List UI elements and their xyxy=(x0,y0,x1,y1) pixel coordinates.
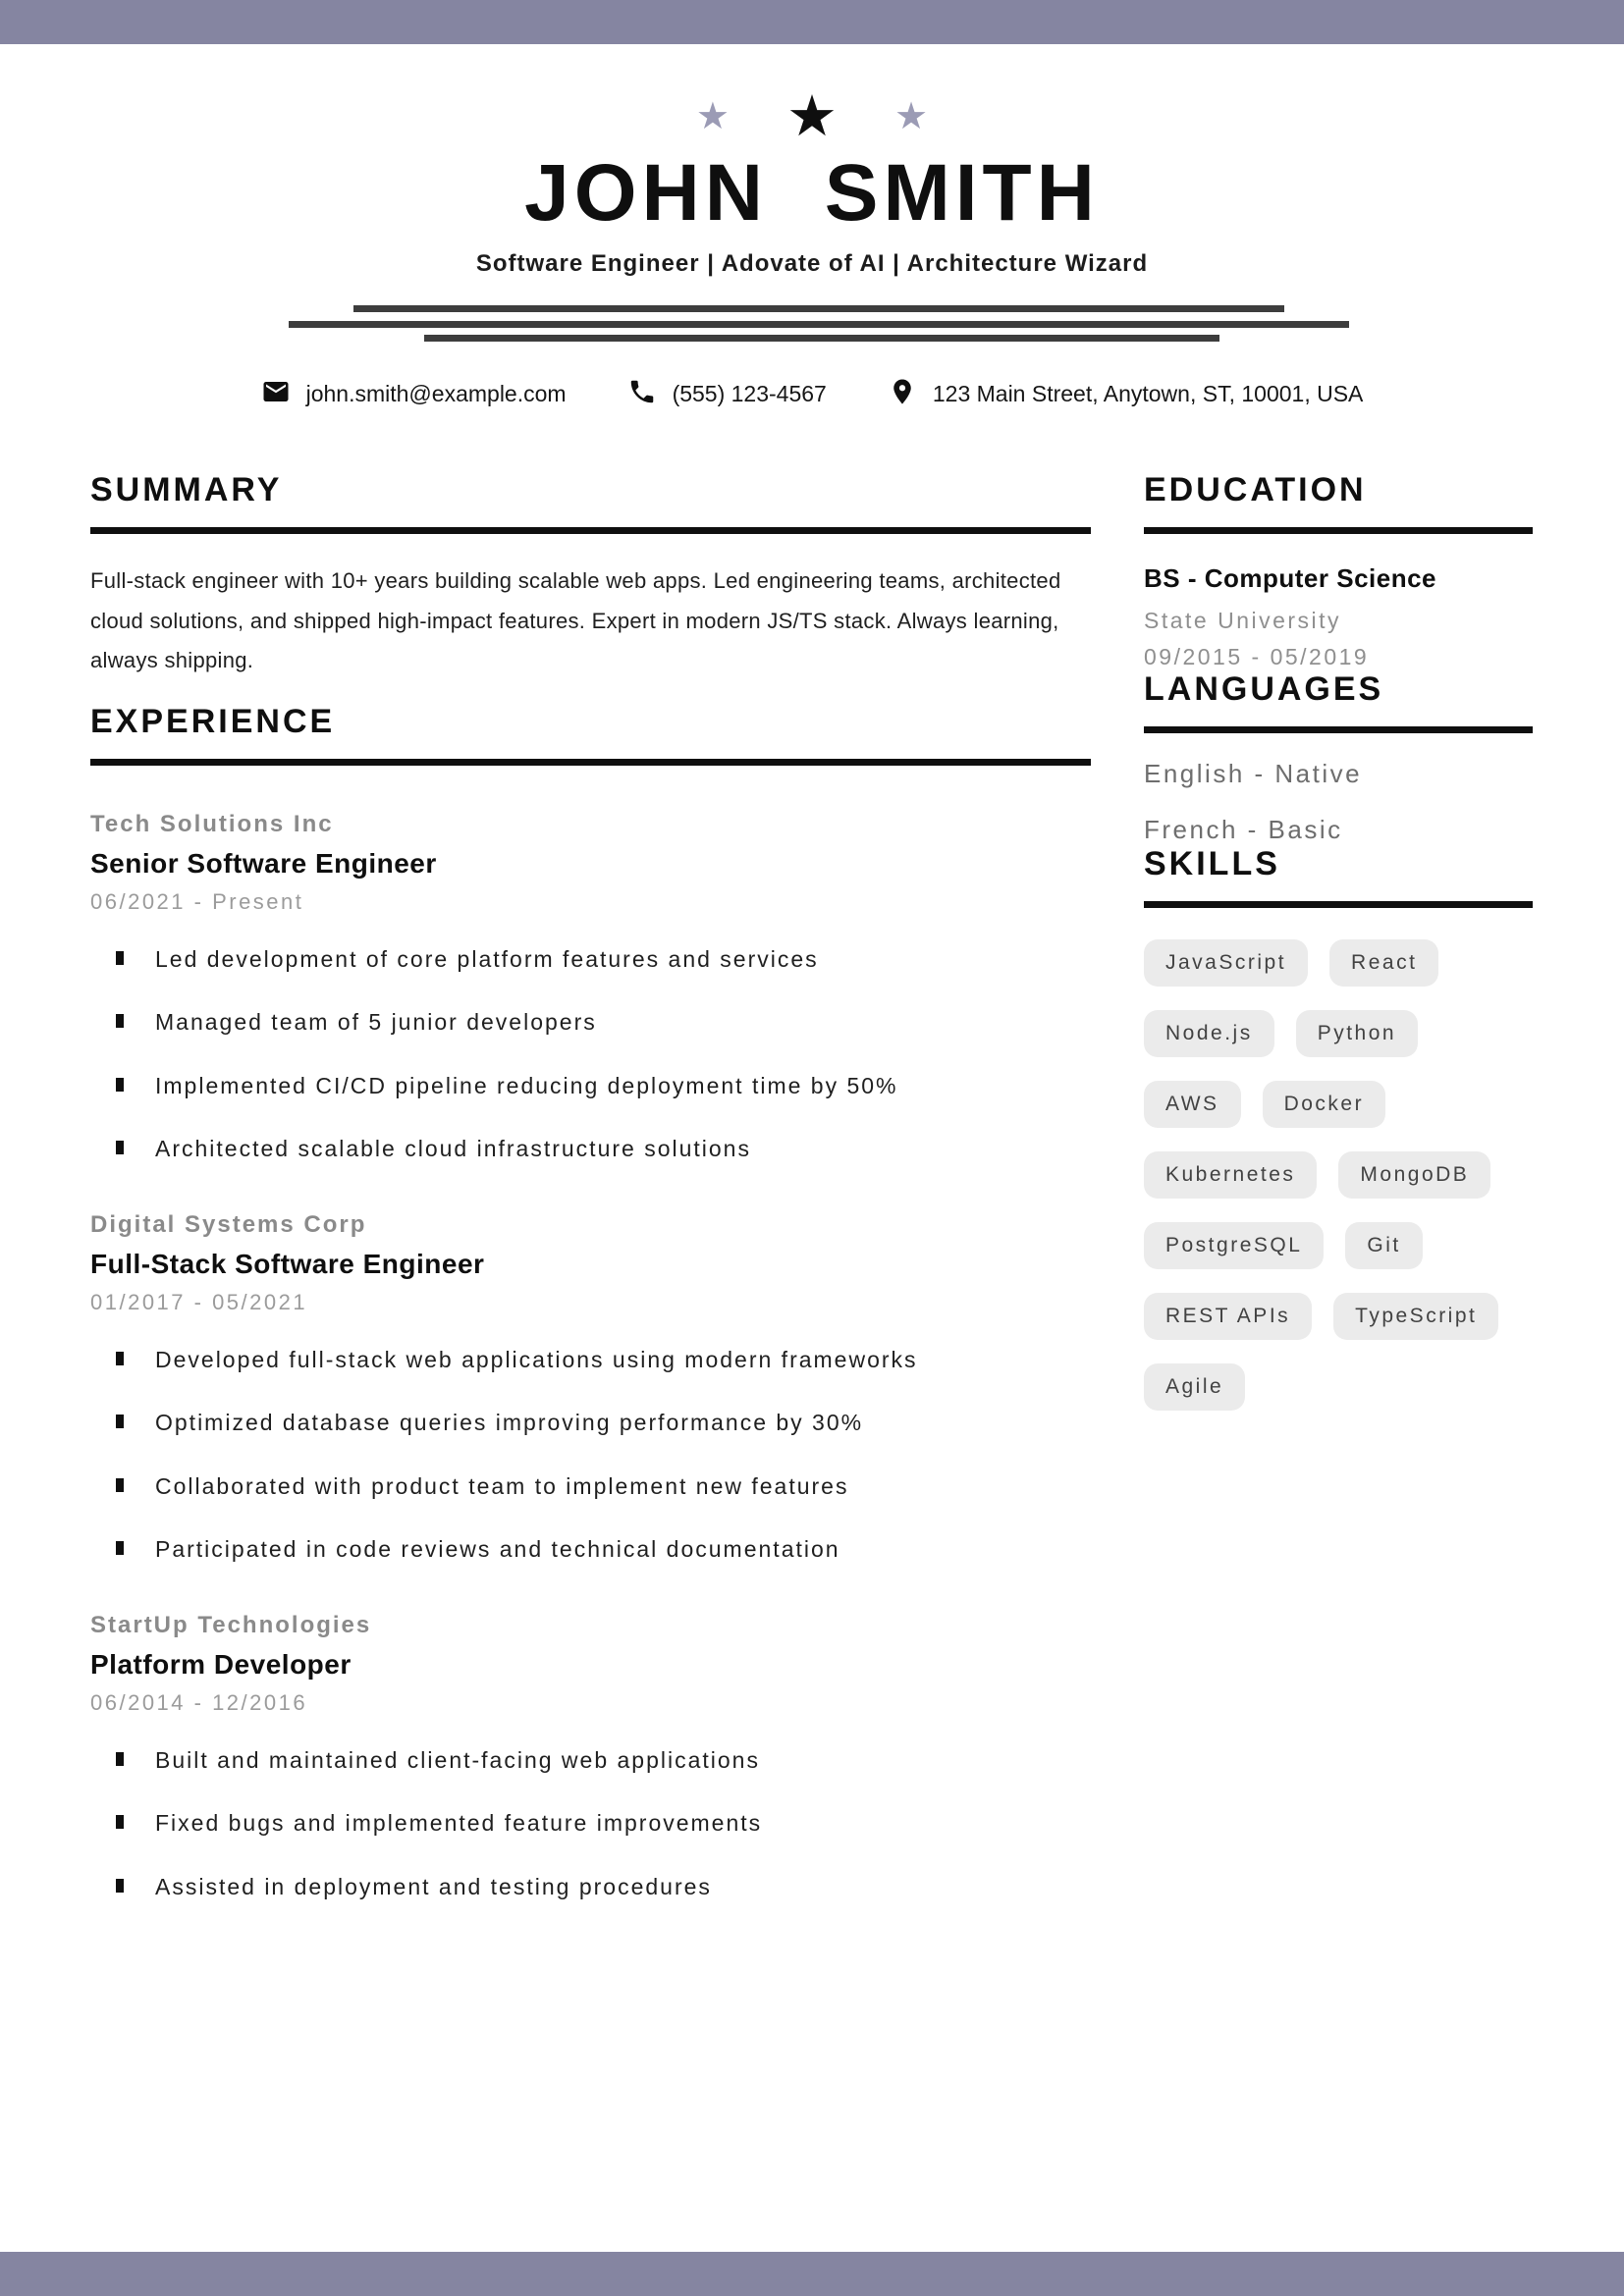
skill-chip: PostgreSQL xyxy=(1144,1222,1324,1269)
company-name: Digital Systems Corp xyxy=(90,1210,367,1238)
bullet-item: Developed full-stack web applications using modern frameworks xyxy=(90,1343,1091,1377)
bullet-item: Managed team of 5 junior developers xyxy=(90,1005,1091,1040)
section-underline xyxy=(1144,527,1533,534)
section-underline xyxy=(1144,726,1533,733)
star-icon: ★ xyxy=(894,96,929,137)
languages-heading: LANGUAGES xyxy=(1144,669,1384,708)
address-text: 123 Main Street, Anytown, ST, 10001, USA xyxy=(932,381,1364,407)
language-item: English - Native xyxy=(1144,758,1363,788)
bullet-item: Architected scalable cloud infrastructure solutions xyxy=(90,1132,1091,1166)
job-title: Senior Software Engineer xyxy=(90,847,437,879)
skills-chip-list xyxy=(1144,939,1533,1411)
job-dates: 01/2017 - 05/2021 xyxy=(90,1289,308,1314)
skill-chip: React xyxy=(1329,939,1438,987)
location-pin-icon xyxy=(888,377,917,412)
phone-text: (555) 123-4567 xyxy=(672,381,827,407)
job-dates: 06/2021 - Present xyxy=(90,888,304,914)
bullet-item: Implemented CI/CD pipeline reducing deployment time by 50% xyxy=(90,1069,1091,1103)
summary-text: Full-stack engineer with 10+ years building scalable web apps. Led engineering teams, architected cloud solutions, and shipped high-impact features. Expert in modern JS/TS stack. Always learning, always shipping. xyxy=(90,567,1061,673)
language-item: French - Basic xyxy=(1144,814,1343,844)
header-divider-lines xyxy=(0,305,1624,342)
summary-heading: SUMMARY xyxy=(90,470,283,508)
contact-row xyxy=(0,377,1624,412)
contact-address xyxy=(888,377,1364,412)
skill-chip: TypeScript xyxy=(1333,1293,1498,1340)
skill-chip: Agile xyxy=(1144,1363,1245,1411)
candidate-name: JOHN SMITH xyxy=(524,148,1100,238)
contact-email xyxy=(261,377,567,412)
divider-line xyxy=(424,335,1219,342)
star-icon: ★ xyxy=(695,96,730,137)
job-dates: 06/2014 - 12/2016 xyxy=(90,1689,308,1715)
bullet-item: Assisted in deployment and testing procedures xyxy=(90,1870,1091,1904)
bullet-item: Optimized database queries improving performance by 30% xyxy=(90,1406,1091,1440)
section-underline xyxy=(1144,901,1533,908)
experience-entry xyxy=(90,1211,1091,1567)
skill-chip: AWS xyxy=(1144,1081,1241,1128)
skill-chip: REST APIs xyxy=(1144,1293,1312,1340)
job-bullet-list xyxy=(90,1343,1091,1567)
education-degree: BS - Computer Science xyxy=(1144,562,1437,593)
candidate-tagline: Software Engineer | Adovate of AI | Architecture Wizard xyxy=(475,249,1149,277)
job-title: Platform Developer xyxy=(90,1648,352,1680)
resume-header xyxy=(0,0,1624,412)
job-bullet-list xyxy=(90,942,1091,1166)
bullet-item: Built and maintained client-facing web applications xyxy=(90,1743,1091,1778)
bottom-accent-band xyxy=(0,2252,1624,2296)
divider-line xyxy=(353,305,1284,312)
divider-line xyxy=(289,321,1349,328)
skill-chip: Kubernetes xyxy=(1144,1151,1317,1199)
content-columns xyxy=(0,471,1624,1934)
sidebar-column xyxy=(1144,471,1533,1411)
bullet-item: Participated in code reviews and technical documentation xyxy=(90,1532,1091,1567)
education-heading: EDUCATION xyxy=(1144,470,1367,508)
star-decoration xyxy=(0,84,1624,148)
skill-chip: Python xyxy=(1296,1010,1418,1057)
phone-icon xyxy=(627,377,657,412)
section-underline xyxy=(90,759,1091,766)
experience-entry xyxy=(90,1612,1091,1904)
experience-heading: EXPERIENCE xyxy=(90,702,336,740)
skill-chip: Docker xyxy=(1263,1081,1386,1128)
skill-chip: Git xyxy=(1345,1222,1422,1269)
job-title: Full-Stack Software Engineer xyxy=(90,1248,485,1279)
skill-chip: MongoDB xyxy=(1338,1151,1490,1199)
bullet-item: Collaborated with product team to implement new features xyxy=(90,1469,1091,1504)
company-name: StartUp Technologies xyxy=(90,1611,372,1638)
star-icon: ★ xyxy=(786,84,838,148)
contact-phone xyxy=(627,377,827,412)
education-dates: 09/2015 - 05/2019 xyxy=(1144,643,1370,669)
skill-chip: Node.js xyxy=(1144,1010,1274,1057)
main-column xyxy=(90,471,1091,1934)
skills-heading: SKILLS xyxy=(1144,844,1280,882)
experience-entry xyxy=(90,811,1091,1166)
job-bullet-list xyxy=(90,1743,1091,1904)
email-text: john.smith@example.com xyxy=(305,381,567,407)
bullet-item: Fixed bugs and implemented feature improvements xyxy=(90,1806,1091,1841)
bullet-item: Led development of core platform features and services xyxy=(90,942,1091,977)
education-school: State University xyxy=(1144,607,1342,633)
skill-chip: JavaScript xyxy=(1144,939,1308,987)
email-icon xyxy=(261,377,291,412)
company-name: Tech Solutions Inc xyxy=(90,810,334,837)
top-accent-band xyxy=(0,0,1624,44)
section-underline xyxy=(90,527,1091,534)
